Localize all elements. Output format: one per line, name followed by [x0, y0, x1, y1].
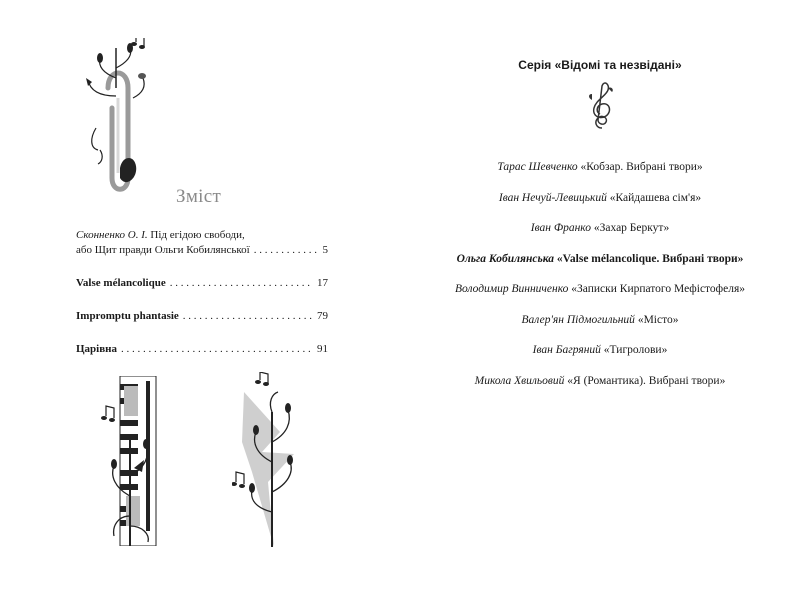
toc-page-number: 5 — [322, 244, 328, 256]
book-title: «Тигролови» — [603, 344, 668, 356]
toc-leader-dots — [170, 276, 313, 291]
toc-entry-title: Valse mélancolique — [76, 277, 166, 289]
treble-clef-flower-icon — [586, 82, 616, 132]
toc-entry-author: Сконненко О. І. — [76, 229, 148, 241]
book-title: «Кобзар. Вибрані твори» — [580, 161, 703, 173]
toc-entry-title-part-2: або Щит правди Ольги Кобилянської — [76, 244, 250, 256]
table-of-contents — [76, 228, 328, 375]
book-title: «Я (Романтика). Вибрані твори» — [567, 374, 726, 387]
floral-letter-illustration-icon — [78, 38, 168, 198]
series-book-item — [400, 313, 800, 344]
book-title: «Записки Кирпатого Мефістофеля» — [571, 283, 746, 295]
toc-leader-dots — [183, 309, 313, 324]
series-book-item — [400, 343, 800, 374]
series-book-list — [400, 160, 800, 404]
book-author: Валер'ян Підмогильний — [521, 313, 635, 326]
toc-entry-title: Царівна — [76, 343, 118, 355]
book-title: «Кайдашева сім'я» — [609, 191, 702, 204]
right-page — [400, 0, 800, 600]
book-title: «Місто» — [637, 313, 679, 326]
toc-entry-line-2 — [76, 243, 328, 258]
series-title: Серія «Відомі та незвідані» — [518, 58, 682, 72]
toc-entry-title: Impromptu phantasie — [76, 310, 179, 322]
series-book-item — [400, 160, 800, 191]
toc-leader-dots — [121, 342, 313, 357]
series-book-item — [400, 374, 800, 405]
toc-entry-line-1 — [76, 228, 328, 243]
book-author: Ольга Кобилянська — [456, 252, 555, 265]
toc-entry-impromptu — [76, 309, 328, 324]
toc-entry-valse — [76, 276, 328, 291]
book-author: Микола Хвильовий — [474, 374, 565, 387]
toc-entry-tsarivna — [76, 342, 328, 357]
toc-leader-dots — [254, 243, 319, 258]
toc-title: Зміст — [176, 186, 222, 207]
book-author: Іван Нечуй-Левицький — [498, 191, 607, 204]
toc-page-number: 91 — [317, 343, 328, 355]
toc-entry-title-part-1: Під егідою свободи, — [150, 229, 245, 241]
book-author: Тарас Шевченко — [497, 161, 578, 173]
book-title: «Захар Беркут» — [593, 222, 670, 234]
series-book-item — [400, 221, 800, 252]
series-book-item — [400, 191, 800, 222]
piano-keys-tree-illustration-icon — [100, 376, 170, 546]
bird-tree-illustration-icon — [232, 372, 312, 552]
book-author: Іван Багряний — [532, 344, 601, 356]
toc-page-number: 17 — [317, 277, 328, 289]
book-title: «Valse mélancolique. Вибрані твори» — [556, 252, 744, 265]
series-book-item-highlighted — [400, 252, 800, 283]
toc-entry-foreword — [76, 228, 328, 258]
book-author: Володимир Винниченко — [454, 283, 569, 295]
toc-page-number: 79 — [317, 310, 328, 322]
series-book-item — [400, 282, 800, 313]
book-author: Іван Франко — [530, 222, 591, 234]
